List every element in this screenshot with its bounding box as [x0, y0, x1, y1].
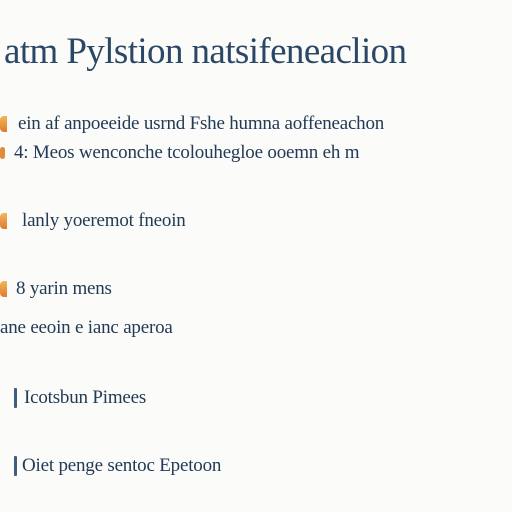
bullet-icon — [0, 281, 7, 297]
bullet-icon — [14, 388, 17, 408]
list-item — [0, 384, 512, 412]
list-item — [0, 275, 512, 303]
list-item — [0, 110, 512, 138]
list-item — [0, 139, 512, 167]
list-item-text: 8 yarin mens — [16, 278, 112, 299]
bullet-icon — [0, 147, 5, 159]
list-item-text: 4: Meos wenconche tcolouhegloe ooemn eh m — [14, 142, 360, 163]
list-item — [0, 314, 512, 342]
list-item-text: lanly yoeremot fneoin — [22, 210, 186, 231]
bullet-icon — [14, 456, 17, 476]
list-item-text: ane eeoin e ianc aperoa — [0, 317, 173, 338]
list-item-text: ein af anpoeeide usrnd Fshe humna aoffeneachon — [18, 113, 385, 134]
list-item-text: Icotsbun Pimees — [24, 387, 147, 408]
list-item — [0, 207, 512, 235]
page-title: atm Pylstion natsifeneaclion — [4, 31, 407, 72]
bullet-icon — [0, 116, 7, 132]
bullet-icon — [0, 213, 7, 229]
list-item — [0, 452, 512, 480]
list-item-text: Oiet penge sentoc Epetoon — [22, 455, 222, 476]
